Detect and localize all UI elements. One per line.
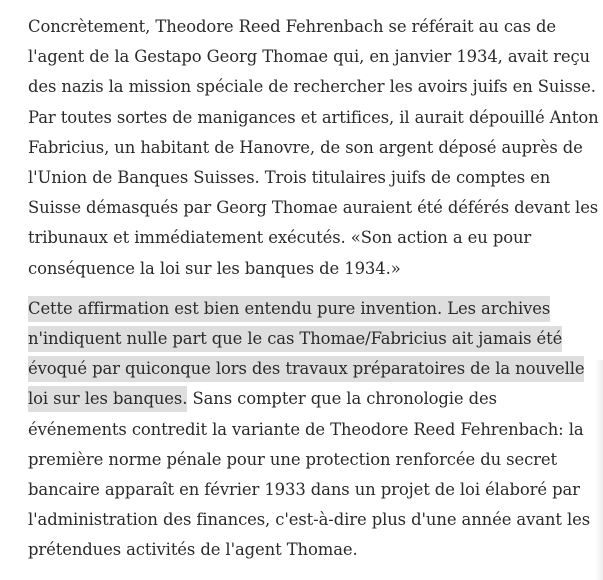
paragraph-1: Concrètement, Theodore Reed Fehrenbach se référait au cas de l'agent de la Gestapo Georg Thomae qui, en janvier 1934, avait reçu des nazis la mission spéciale de rechercher les avoirs juifs en Suisse. Par toutes sortes de manigances et artifices, il aurait dépouillé Anton Fabricius, un habitant de Hanovre, de son argent déposé auprès de l'Union de Banques Suisses. Trois titulaires juifs de comptes en Suisse démasqués par Georg Thomae auraient été déférés devant les tribunaux et immédiatement exécutés. «Son action a eu pour conséquence la loi sur les banques de 1934.»	[28, 17, 599, 278]
paragraph-2	[28, 294, 600, 566]
article-body	[28, 12, 600, 566]
paragraph-2-continuation: Sans compter que la chronologie des événements contredit la variante de Theodore Reed Fehrenbach: la première norme pénale pour une protection renforcée du secret bancaire apparaît en février 1933 dans un projet de loi élaboré par l'administration des finances, c'est-à-dire plus d'une année avant les prétendues activités de l'agent Thomae.	[28, 389, 591, 560]
highlighted-text[interactable]: Cette affirmation est bien entendu pure invention. Les archives n'indiquent nulle part que le cas Thomae/Fabricius ait jamais été évoqué par quiconque lors des travaux préparatoires de la nouvelle loi sur les banques.	[28, 296, 584, 413]
scroll-edge-shadow	[595, 360, 603, 580]
